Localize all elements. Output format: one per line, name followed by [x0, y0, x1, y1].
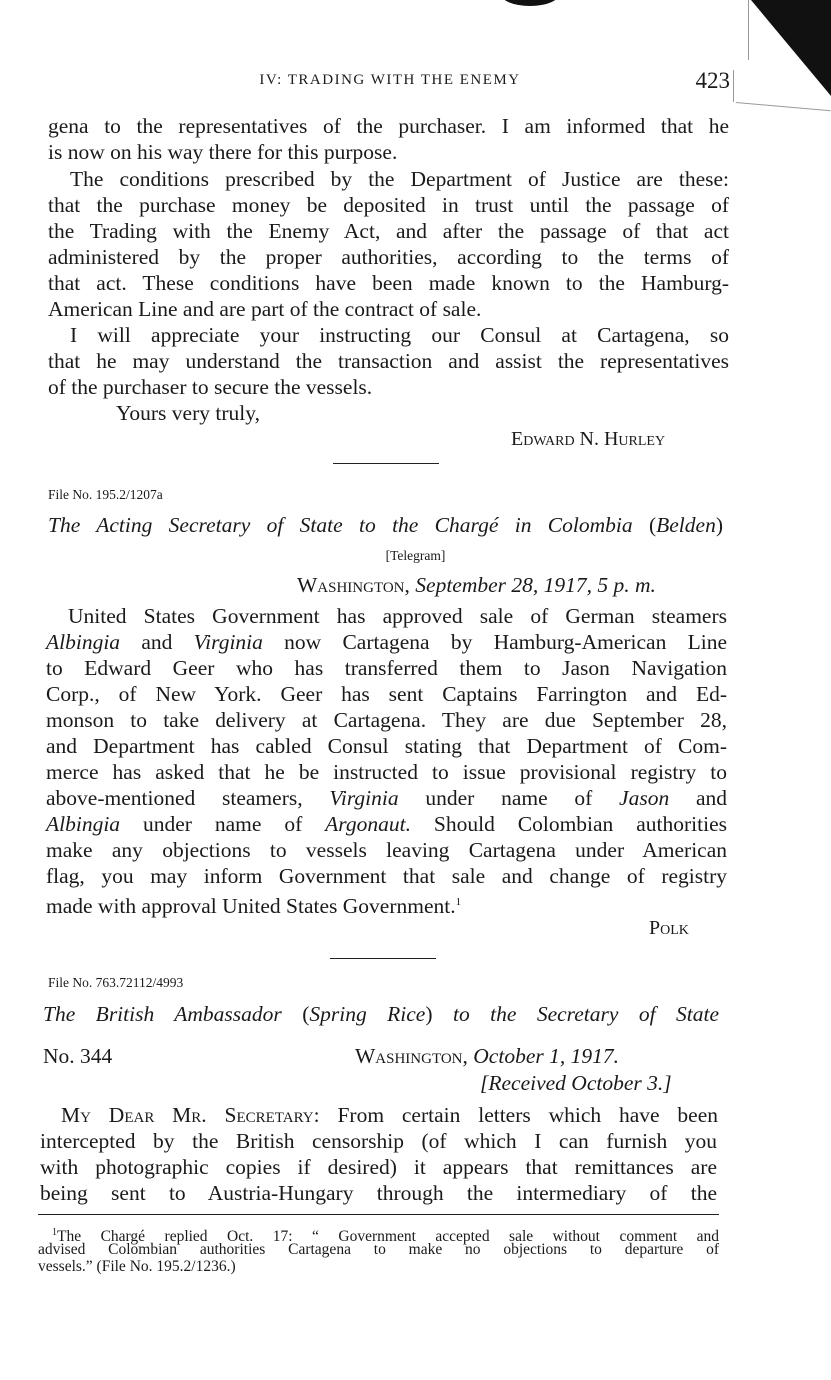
footnote-marker: 1 [52, 1227, 57, 1238]
italic-vessel-name: Albingia [46, 630, 121, 654]
text-fragment: under name of [120, 812, 326, 836]
file-number: File No. 763.72112/4993 [48, 975, 184, 990]
scan-corner-shadow [751, 0, 831, 96]
text-line: that he may understand the transaction and assist the representatives [48, 349, 729, 373]
text-line [46, 785, 727, 811]
text-fragment: and [120, 630, 194, 654]
scan-edge-mark [736, 102, 831, 111]
text-line [46, 733, 727, 759]
heading-name: Belden [656, 513, 716, 537]
text-fragment: now Cartagena by Hamburg-American Line [262, 630, 727, 654]
text-line: gena to the representatives of the purchaser. I am informed that he [48, 114, 729, 138]
text-line: is now on his way there for this purpose. [48, 140, 398, 164]
italic-vessel-name: Virginia [329, 786, 399, 810]
scan-blot [500, 0, 560, 6]
document-type: [Telegram] [385, 548, 446, 563]
italic-vessel-name: Albingia [46, 812, 121, 836]
dateline-date: October 1, 1917. [473, 1044, 619, 1068]
footnote-ref: 1 [455, 896, 462, 908]
text-fragment: flag, you may inform Government that sale and change of registry [46, 864, 727, 888]
text-line [46, 759, 727, 785]
text-line: The conditions prescribed by the Department of Justice are these: [70, 167, 729, 191]
text-fragment: monson to take delivery at Cartagena. They are due September 28, [46, 708, 727, 732]
text-line: American Line and are part of the contract of sale. [48, 297, 482, 321]
dateline [297, 573, 656, 598]
italic-vessel-name: Virginia [193, 630, 263, 654]
section-divider [333, 463, 439, 464]
text-fragment: Corp., of New York. Geer has sent Captains Farrington and Ed- [46, 682, 727, 706]
section-divider [330, 958, 436, 959]
text-fragment: United States Government has approved sale of German steamers [68, 604, 727, 628]
page-header [48, 68, 732, 98]
italic-vessel-name: Jason [619, 786, 670, 810]
text-line [46, 603, 727, 629]
text-line [46, 889, 727, 919]
text-fragment: above-mentioned steamers, [46, 786, 330, 810]
scan-edge-mark [733, 70, 734, 102]
page-number: 423 [695, 68, 730, 93]
heading-text: to the Secretary of State [452, 1002, 719, 1026]
dateline-place: Washington, [297, 573, 410, 597]
text-line [61, 1102, 718, 1128]
text-line [46, 707, 727, 733]
text-fragment: and Department has cabled Consul stating that Department of Com- [46, 734, 727, 758]
text-line: I will appreciate your instructing our Consul at Cartagena, so [70, 323, 729, 347]
signature-hurley: Edward N. Hurley [511, 428, 666, 450]
text-line: intercepted by the British censorship (of which I can furnish you [40, 1129, 717, 1153]
text-line: the Trading with the Enemy Act, and after the passage of that act [48, 219, 729, 243]
text-fragment: and [669, 786, 727, 810]
document-heading: The British Ambassador (Spring Rice) to the Secretary of State [43, 1002, 719, 1026]
text-fragment: make any objections to vessels leaving Cartagena under American [46, 838, 727, 862]
text-line [46, 811, 727, 837]
dateline-date: September 28, 1917, 5 p. m. [415, 573, 656, 597]
text-line [46, 655, 727, 681]
text-line [46, 837, 727, 863]
footnote-rule [38, 1214, 719, 1215]
text-line: with photographic copies if desired) it appears that remittances are [40, 1155, 717, 1179]
heading-name: Spring Rice [309, 1002, 426, 1026]
italic-vessel-name: Argonaut. [325, 812, 411, 836]
footnote-line: advised Colombian authorities Cartagena to make no objections to departure of [38, 1241, 719, 1258]
text-line: of the purchaser to secure the vessels. [48, 375, 373, 399]
text-line: administered by the proper authorities, according to the terms of [48, 245, 729, 269]
closing: Yours very truly, [116, 401, 260, 425]
scan-edge-mark [748, 0, 749, 60]
text-fragment: made with approval United States Government. [46, 894, 456, 919]
running-head: IV: TRADING WITH THE ENEMY [259, 72, 521, 88]
received-date: [Received October 3.] [480, 1071, 672, 1095]
text-line: being sent to Austria-Hungary through the intermediary of the [40, 1181, 717, 1205]
text-fragment: From certain letters which have been [337, 1103, 719, 1127]
footnote-line: vessels.” (File No. 195.2/1236.) [38, 1258, 236, 1275]
salutation: My Dear Mr. Secretary: [61, 1103, 320, 1127]
document-heading: The Acting Secretary of State to the Chargé in Colombia (Belden) [48, 513, 723, 537]
dateline-place: Washington, [355, 1044, 468, 1068]
text-fragment: Should Colombian authorities [410, 812, 727, 836]
file-number: File No. 195.2/1207a [48, 487, 163, 502]
text-fragment: to Edward Geer who has transferred them to Jason Navigation [46, 656, 727, 680]
heading-text: The Acting Secretary of State to the Chargé in Colombia [48, 513, 633, 537]
heading-text: The British Ambassador [43, 1002, 282, 1026]
text-line [46, 863, 727, 889]
text-fragment: merce has asked that he be instructed to issue provisional registry to [46, 760, 727, 784]
dateline [355, 1044, 619, 1069]
text-fragment: under name of [398, 786, 620, 810]
footnote-text: The Chargé replied Oct. 17: “ Government accepted sale without comment and [57, 1228, 719, 1246]
text-line [46, 629, 727, 655]
text-line [46, 681, 727, 707]
signature-polk: Polk [649, 917, 689, 939]
text-line: that act. These conditions have been made known to the Hamburg- [48, 271, 729, 295]
dispatch-number: No. 344 [43, 1044, 113, 1068]
text-line: that the purchase money be deposited in trust until the passage of [48, 193, 729, 217]
